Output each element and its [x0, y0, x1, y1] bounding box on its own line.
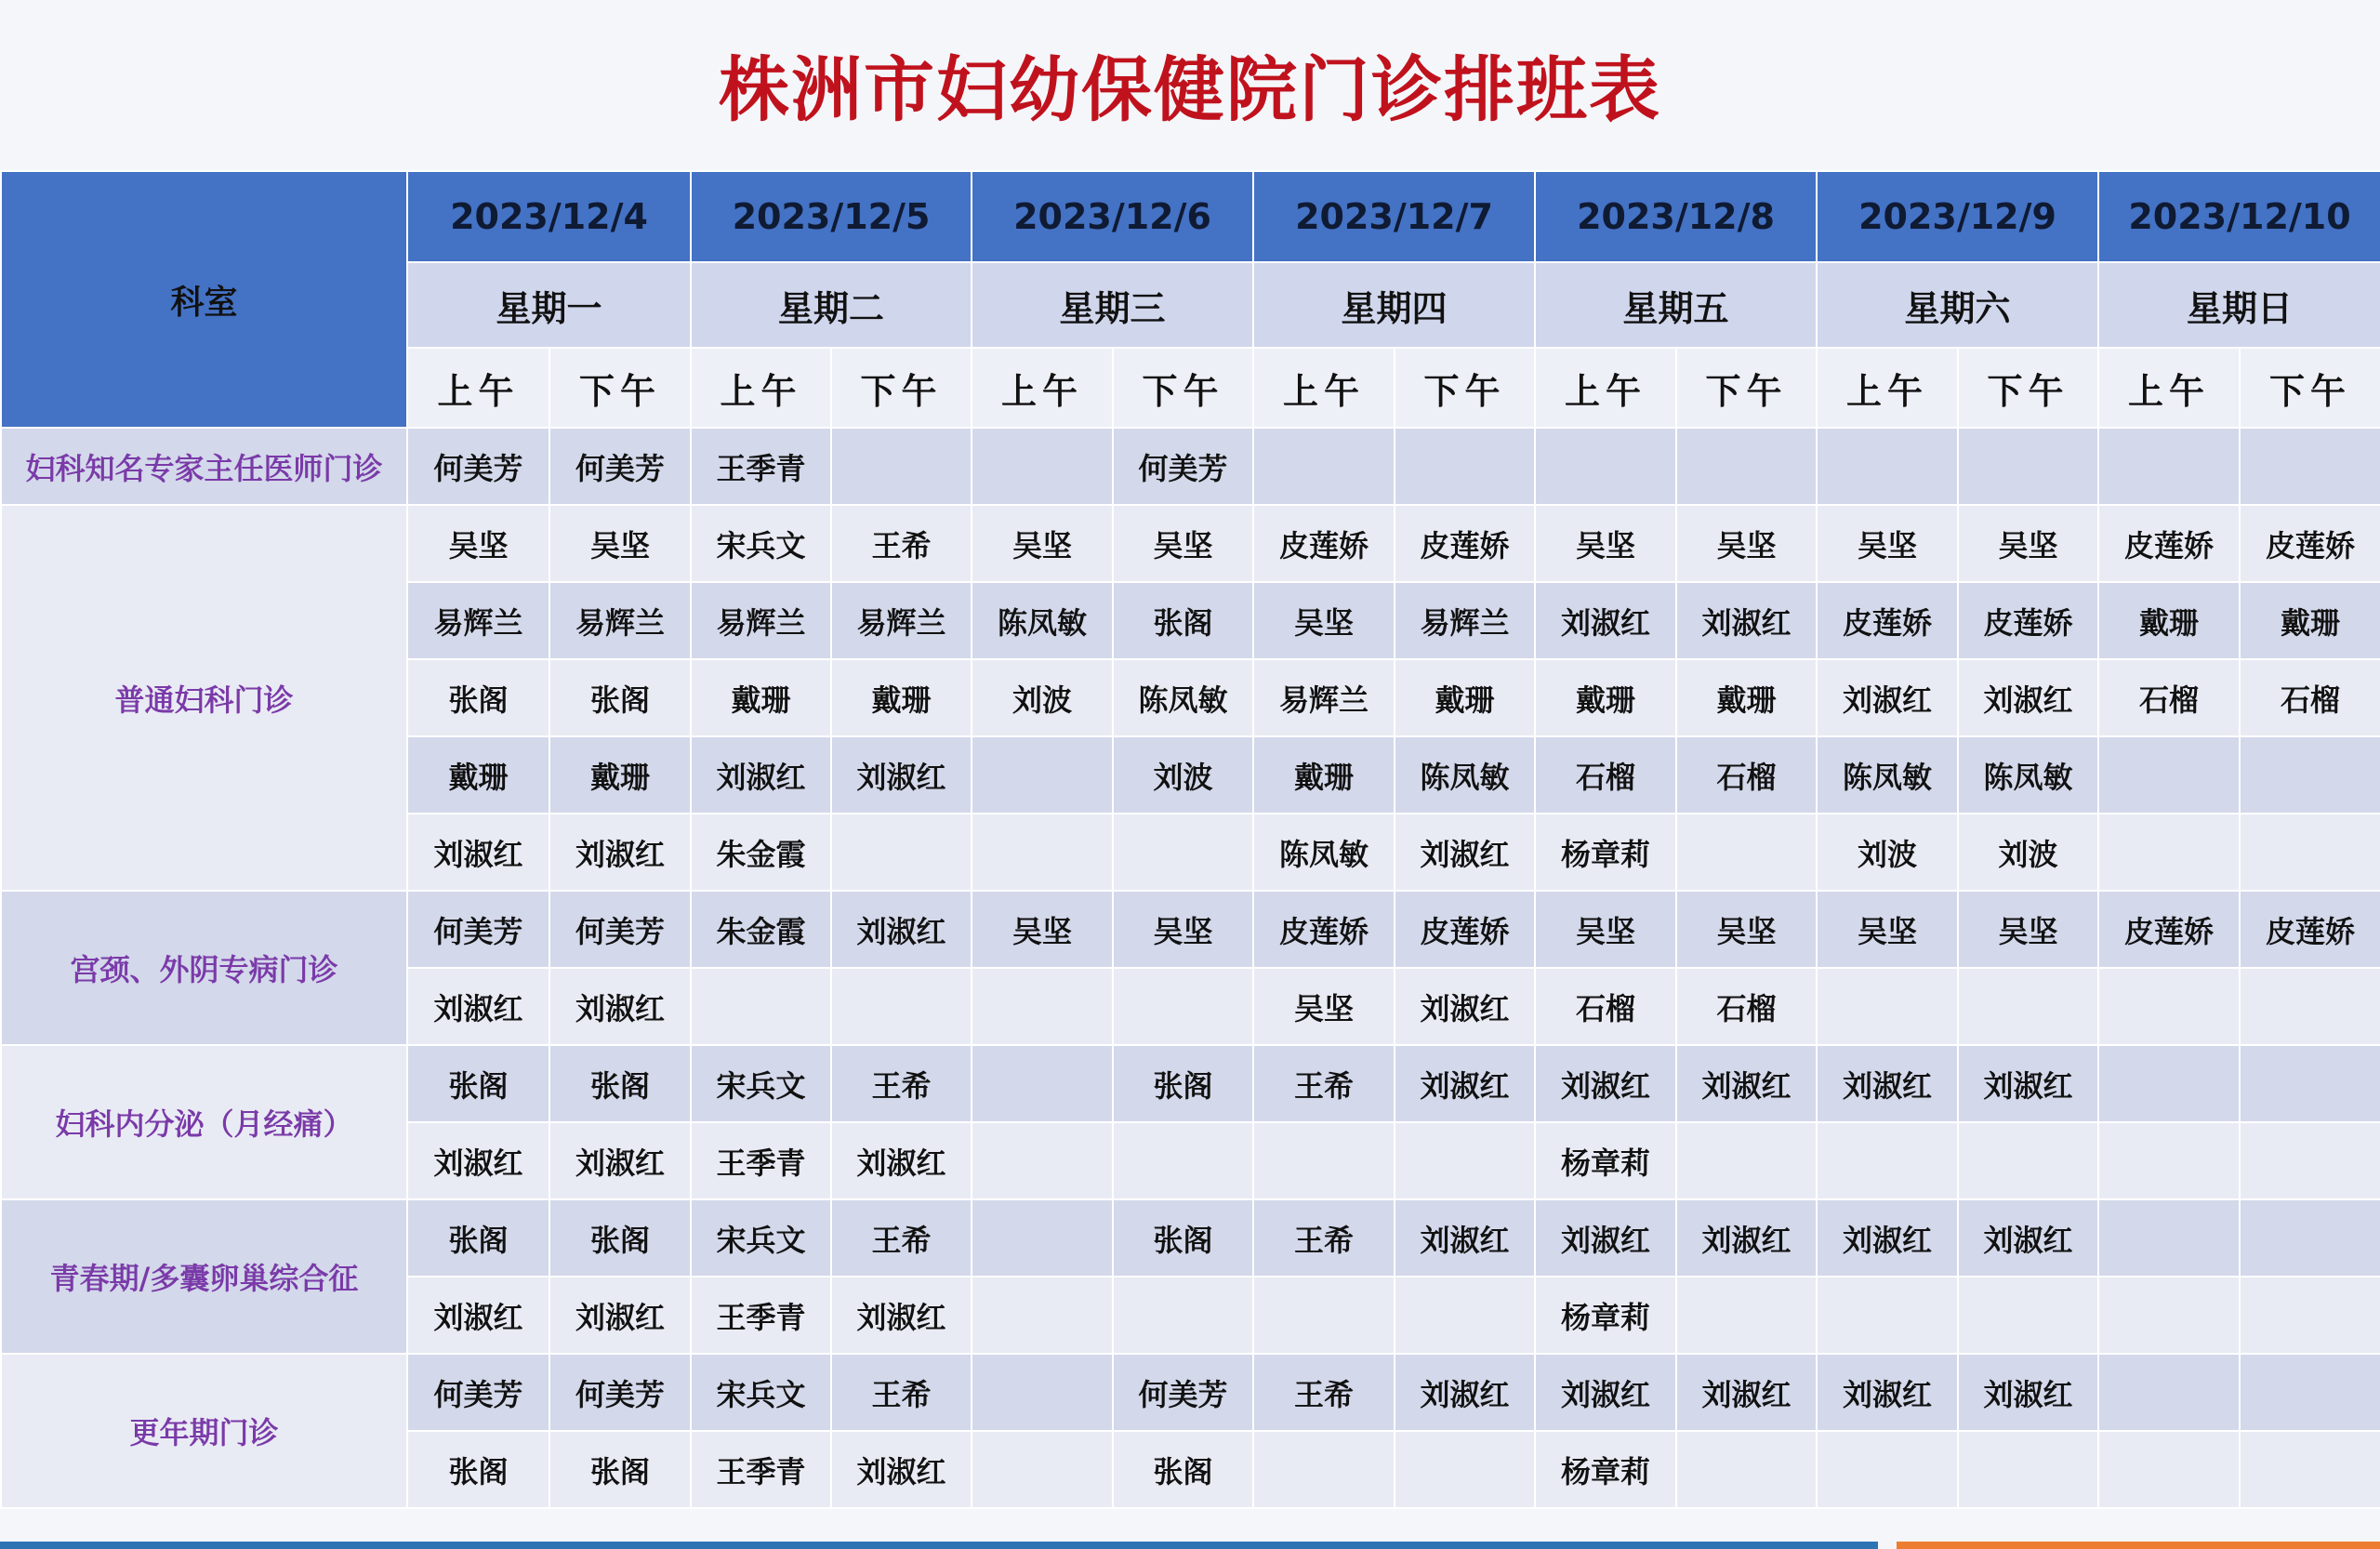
doctor-cell: 易辉兰: [1253, 659, 1395, 736]
doctor-cell: [2098, 1199, 2240, 1277]
weekday-header: 星期日: [2098, 262, 2380, 348]
doctor-cell: 吴坚: [972, 505, 1113, 582]
weekday-header: 星期五: [1535, 262, 1817, 348]
doctor-cell: 刘淑红: [1535, 1045, 1676, 1122]
doctor-cell: [1817, 968, 1958, 1045]
doctor-cell: 张阁: [1113, 1045, 1253, 1122]
doctor-cell: [1535, 428, 1676, 505]
doctor-cell: 刘淑红: [1676, 1045, 1817, 1122]
doctor-cell: 陈凤敏: [1395, 736, 1535, 814]
doctor-cell: 陈凤敏: [972, 582, 1113, 659]
doctor-cell: [1817, 428, 1958, 505]
schedule-table: [0, 170, 2380, 1509]
doctor-cell: 吴坚: [1253, 582, 1395, 659]
morning-header: 上午: [691, 348, 831, 428]
doctor-cell: 何美芳: [549, 428, 691, 505]
doctor-cell: [972, 1354, 1113, 1431]
doctor-cell: 何美芳: [407, 891, 549, 968]
doctor-cell: 戴珊: [407, 736, 549, 814]
department-name: 妇科知名专家主任医师门诊: [1, 428, 407, 505]
doctor-cell: 王希: [1253, 1045, 1395, 1122]
doctor-cell: 张阁: [407, 1199, 549, 1277]
doctor-cell: 何美芳: [1113, 1354, 1253, 1431]
morning-header: 上午: [2098, 348, 2240, 428]
doctor-cell: 何美芳: [1113, 428, 1253, 505]
doctor-cell: 吴坚: [1817, 505, 1958, 582]
date-header: 2023/12/10: [2098, 171, 2380, 262]
doctor-cell: 吴坚: [1817, 891, 1958, 968]
table-row: [1, 1354, 2380, 1431]
morning-header: 上午: [1817, 348, 1958, 428]
doctor-cell: [1958, 1431, 2098, 1508]
doctor-cell: 刘淑红: [831, 1277, 972, 1354]
doctor-cell: 石榴: [1535, 736, 1676, 814]
doctor-cell: [2098, 428, 2240, 505]
doctor-cell: 皮莲娇: [2240, 891, 2380, 968]
doctor-cell: 杨章莉: [1535, 1277, 1676, 1354]
doctor-cell: 刘淑红: [407, 1277, 549, 1354]
doctor-cell: 刘淑红: [407, 968, 549, 1045]
afternoon-header: 下午: [1958, 348, 2098, 428]
date-header: 2023/12/5: [691, 171, 972, 262]
doctor-cell: 王季青: [691, 1277, 831, 1354]
doctor-cell: [831, 968, 972, 1045]
doctor-cell: 何美芳: [407, 428, 549, 505]
doctor-cell: 刘淑红: [1395, 1199, 1535, 1277]
doctor-cell: 皮莲娇: [2098, 505, 2240, 582]
doctor-cell: 刘淑红: [1817, 1354, 1958, 1431]
doctor-cell: [1113, 814, 1253, 891]
doctor-cell: 吴坚: [1253, 968, 1395, 1045]
doctor-cell: 吴坚: [1113, 891, 1253, 968]
doctor-cell: 张阁: [549, 659, 691, 736]
doctor-cell: [2240, 968, 2380, 1045]
doctor-cell: 陈凤敏: [1817, 736, 1958, 814]
doctor-cell: [2240, 1431, 2380, 1508]
afternoon-header: 下午: [831, 348, 972, 428]
doctor-cell: 刘淑红: [1535, 582, 1676, 659]
doctor-cell: [972, 1045, 1113, 1122]
doctor-cell: 刘淑红: [1817, 659, 1958, 736]
footer-bar-orange: [1897, 1542, 2380, 1549]
doctor-cell: [1958, 428, 2098, 505]
doctor-cell: [2098, 814, 2240, 891]
doctor-cell: [1113, 1122, 1253, 1199]
doctor-cell: [1113, 1277, 1253, 1354]
doctor-cell: 戴珊: [549, 736, 691, 814]
doctor-cell: 宋兵文: [691, 1354, 831, 1431]
doctor-cell: [2240, 1354, 2380, 1431]
doctor-cell: 石榴: [1676, 968, 1817, 1045]
doctor-cell: [1817, 1431, 1958, 1508]
doctor-cell: [1395, 1122, 1535, 1199]
doctor-cell: 陈凤敏: [1958, 736, 2098, 814]
date-header: 2023/12/7: [1253, 171, 1535, 262]
doctor-cell: [972, 1431, 1113, 1508]
doctor-cell: 皮莲娇: [2098, 891, 2240, 968]
doctor-cell: 朱金霞: [691, 891, 831, 968]
doctor-cell: [972, 736, 1113, 814]
doctor-cell: 石榴: [2098, 659, 2240, 736]
doctor-cell: 何美芳: [549, 1354, 691, 1431]
doctor-cell: [1113, 968, 1253, 1045]
doctor-cell: 王希: [831, 1199, 972, 1277]
doctor-cell: 张阁: [549, 1199, 691, 1277]
doctor-cell: 刘淑红: [549, 1122, 691, 1199]
doctor-cell: [2240, 1045, 2380, 1122]
doctor-cell: 刘淑红: [831, 1122, 972, 1199]
doctor-cell: [831, 814, 972, 891]
doctor-cell: [1253, 1122, 1395, 1199]
doctor-cell: [1676, 1277, 1817, 1354]
doctor-cell: 张阁: [1113, 1431, 1253, 1508]
table-row: [1, 505, 2380, 582]
doctor-cell: 宋兵文: [691, 1045, 831, 1122]
doctor-cell: 王希: [1253, 1199, 1395, 1277]
doctor-cell: 陈凤敏: [1113, 659, 1253, 736]
doctor-cell: [2240, 428, 2380, 505]
doctor-cell: 刘淑红: [1395, 1045, 1535, 1122]
doctor-cell: 刘淑红: [1958, 1354, 2098, 1431]
doctor-cell: 易辉兰: [831, 582, 972, 659]
doctor-cell: 皮莲娇: [1253, 505, 1395, 582]
department-name: 普通妇科门诊: [1, 505, 407, 891]
doctor-cell: 皮莲娇: [1395, 505, 1535, 582]
doctor-cell: 吴坚: [1535, 891, 1676, 968]
doctor-cell: 吴坚: [549, 505, 691, 582]
afternoon-header: 下午: [1676, 348, 1817, 428]
doctor-cell: [2098, 1354, 2240, 1431]
weekday-header: 星期一: [407, 262, 691, 348]
doctor-cell: 王希: [1253, 1354, 1395, 1431]
doctor-cell: 刘淑红: [549, 968, 691, 1045]
doctor-cell: 戴珊: [2098, 582, 2240, 659]
doctor-cell: 何美芳: [407, 1354, 549, 1431]
page-title: 株洲市妇幼保健院门诊排班表: [719, 48, 1661, 131]
morning-header: 上午: [972, 348, 1113, 428]
doctor-cell: 刘淑红: [407, 814, 549, 891]
doctor-cell: 刘波: [972, 659, 1113, 736]
doctor-cell: 刘淑红: [1395, 968, 1535, 1045]
doctor-cell: 戴珊: [1395, 659, 1535, 736]
doctor-cell: 刘淑红: [1817, 1199, 1958, 1277]
doctor-cell: 吴坚: [1676, 891, 1817, 968]
doctor-cell: 张阁: [407, 1045, 549, 1122]
doctor-cell: 宋兵文: [691, 505, 831, 582]
doctor-cell: 张阁: [1113, 1199, 1253, 1277]
doctor-cell: 石榴: [1535, 968, 1676, 1045]
doctor-cell: [972, 814, 1113, 891]
doctor-cell: 刘淑红: [407, 1122, 549, 1199]
afternoon-header: 下午: [1395, 348, 1535, 428]
doctor-cell: 吴坚: [1535, 505, 1676, 582]
doctor-cell: 皮莲娇: [1958, 582, 2098, 659]
doctor-cell: [1253, 1431, 1395, 1508]
doctor-cell: [2098, 1431, 2240, 1508]
doctor-cell: 刘淑红: [1958, 1199, 2098, 1277]
doctor-cell: [1253, 428, 1395, 505]
doctor-cell: 刘淑红: [831, 891, 972, 968]
date-header: 2023/12/4: [407, 171, 691, 262]
doctor-cell: 张阁: [549, 1045, 691, 1122]
weekday-header: 星期二: [691, 262, 972, 348]
doctor-cell: 刘淑红: [1535, 1199, 1676, 1277]
doctor-cell: 戴珊: [1676, 659, 1817, 736]
doctor-cell: 皮莲娇: [1817, 582, 1958, 659]
morning-header: 上午: [1535, 348, 1676, 428]
doctor-cell: 刘淑红: [831, 736, 972, 814]
doctor-cell: 王希: [831, 505, 972, 582]
doctor-cell: 石榴: [2240, 659, 2380, 736]
doctor-cell: [1395, 1277, 1535, 1354]
doctor-cell: 戴珊: [691, 659, 831, 736]
doctor-cell: 陈凤敏: [1253, 814, 1395, 891]
doctor-cell: [1817, 1277, 1958, 1354]
doctor-cell: 易辉兰: [691, 582, 831, 659]
doctor-cell: [2240, 1199, 2380, 1277]
doctor-cell: 刘淑红: [1958, 659, 2098, 736]
doctor-cell: 何美芳: [549, 891, 691, 968]
doctor-cell: 刘波: [1958, 814, 2098, 891]
doctor-cell: 易辉兰: [407, 582, 549, 659]
doctor-cell: [2240, 736, 2380, 814]
doctor-cell: 吴坚: [1958, 505, 2098, 582]
morning-header: 上午: [1253, 348, 1395, 428]
doctor-cell: 戴珊: [1535, 659, 1676, 736]
doctor-cell: 朱金霞: [691, 814, 831, 891]
doctor-cell: 戴珊: [1253, 736, 1395, 814]
date-header: 2023/12/9: [1817, 171, 2098, 262]
doctor-cell: 王季青: [691, 1122, 831, 1199]
doctor-cell: 刘淑红: [1395, 1354, 1535, 1431]
doctor-cell: 刘淑红: [549, 1277, 691, 1354]
doctor-cell: [2098, 736, 2240, 814]
doctor-cell: [1395, 428, 1535, 505]
doctor-cell: [2098, 1045, 2240, 1122]
doctor-cell: 易辉兰: [1395, 582, 1535, 659]
doctor-cell: 吴坚: [972, 891, 1113, 968]
weekday-header: 星期六: [1817, 262, 2098, 348]
doctor-cell: 张阁: [407, 1431, 549, 1508]
doctor-cell: 杨章莉: [1535, 1122, 1676, 1199]
doctor-cell: 杨章莉: [1535, 814, 1676, 891]
doctor-cell: [972, 968, 1113, 1045]
doctor-cell: 易辉兰: [549, 582, 691, 659]
dept-header: 科室: [1, 171, 407, 428]
date-header: 2023/12/6: [972, 171, 1253, 262]
doctor-cell: 刘淑红: [1676, 582, 1817, 659]
table-row: [1, 428, 2380, 505]
doctor-cell: 张阁: [549, 1431, 691, 1508]
doctor-cell: 皮莲娇: [1253, 891, 1395, 968]
doctor-cell: 刘淑红: [831, 1431, 972, 1508]
doctor-cell: [1395, 1431, 1535, 1508]
doctor-cell: 刘淑红: [1817, 1045, 1958, 1122]
date-header: 2023/12/8: [1535, 171, 1817, 262]
doctor-cell: [691, 968, 831, 1045]
doctor-cell: 张阁: [407, 659, 549, 736]
doctor-cell: 戴珊: [2240, 582, 2380, 659]
weekday-header: 星期四: [1253, 262, 1535, 348]
doctor-cell: 吴坚: [407, 505, 549, 582]
doctor-cell: [2098, 968, 2240, 1045]
doctor-cell: 刘淑红: [1395, 814, 1535, 891]
doctor-cell: [831, 428, 972, 505]
afternoon-header: 下午: [1113, 348, 1253, 428]
doctor-cell: 王希: [831, 1354, 972, 1431]
table-row: [1, 891, 2380, 968]
doctor-cell: 刘淑红: [691, 736, 831, 814]
doctor-cell: [1958, 1122, 2098, 1199]
doctor-cell: [2098, 1122, 2240, 1199]
department-name: 宫颈、外阴专病门诊: [1, 891, 407, 1045]
doctor-cell: [972, 1199, 1113, 1277]
doctor-cell: [2240, 1122, 2380, 1199]
doctor-cell: [972, 1277, 1113, 1354]
doctor-cell: [1253, 1277, 1395, 1354]
department-name: 妇科内分泌（月经痛）: [1, 1045, 407, 1199]
doctor-cell: [972, 428, 1113, 505]
doctor-cell: [972, 1122, 1113, 1199]
doctor-cell: 王季青: [691, 428, 831, 505]
doctor-cell: 吴坚: [1113, 505, 1253, 582]
doctor-cell: 刘淑红: [549, 814, 691, 891]
doctor-cell: 刘波: [1817, 814, 1958, 891]
doctor-cell: 石榴: [1676, 736, 1817, 814]
table-row: [1, 1199, 2380, 1277]
doctor-cell: 刘淑红: [1676, 1199, 1817, 1277]
footer-bar-blue: [0, 1542, 1878, 1549]
doctor-cell: [2240, 814, 2380, 891]
doctor-cell: 张阁: [1113, 582, 1253, 659]
doctor-cell: 刘淑红: [1676, 1354, 1817, 1431]
doctor-cell: 刘淑红: [1958, 1045, 2098, 1122]
doctor-cell: 王希: [831, 1045, 972, 1122]
doctor-cell: 皮莲娇: [2240, 505, 2380, 582]
afternoon-header: 下午: [2240, 348, 2380, 428]
afternoon-header: 下午: [549, 348, 691, 428]
morning-header: 上午: [407, 348, 549, 428]
doctor-cell: [1676, 814, 1817, 891]
doctor-cell: 吴坚: [1958, 891, 2098, 968]
doctor-cell: [2240, 1277, 2380, 1354]
doctor-cell: [1958, 968, 2098, 1045]
doctor-cell: 吴坚: [1676, 505, 1817, 582]
department-name: 青春期/多囊卵巢综合征: [1, 1199, 407, 1354]
doctor-cell: [1817, 1122, 1958, 1199]
doctor-cell: 皮莲娇: [1395, 891, 1535, 968]
doctor-cell: 刘淑红: [1535, 1354, 1676, 1431]
doctor-cell: [1676, 428, 1817, 505]
doctor-cell: [2098, 1277, 2240, 1354]
doctor-cell: 杨章莉: [1535, 1431, 1676, 1508]
department-name: 更年期门诊: [1, 1354, 407, 1508]
doctor-cell: 宋兵文: [691, 1199, 831, 1277]
doctor-cell: [1958, 1277, 2098, 1354]
doctor-cell: 王季青: [691, 1431, 831, 1508]
doctor-cell: [1676, 1431, 1817, 1508]
doctor-cell: 刘波: [1113, 736, 1253, 814]
table-row: [1, 1045, 2380, 1122]
weekday-header: 星期三: [972, 262, 1253, 348]
doctor-cell: [1676, 1122, 1817, 1199]
doctor-cell: 戴珊: [831, 659, 972, 736]
